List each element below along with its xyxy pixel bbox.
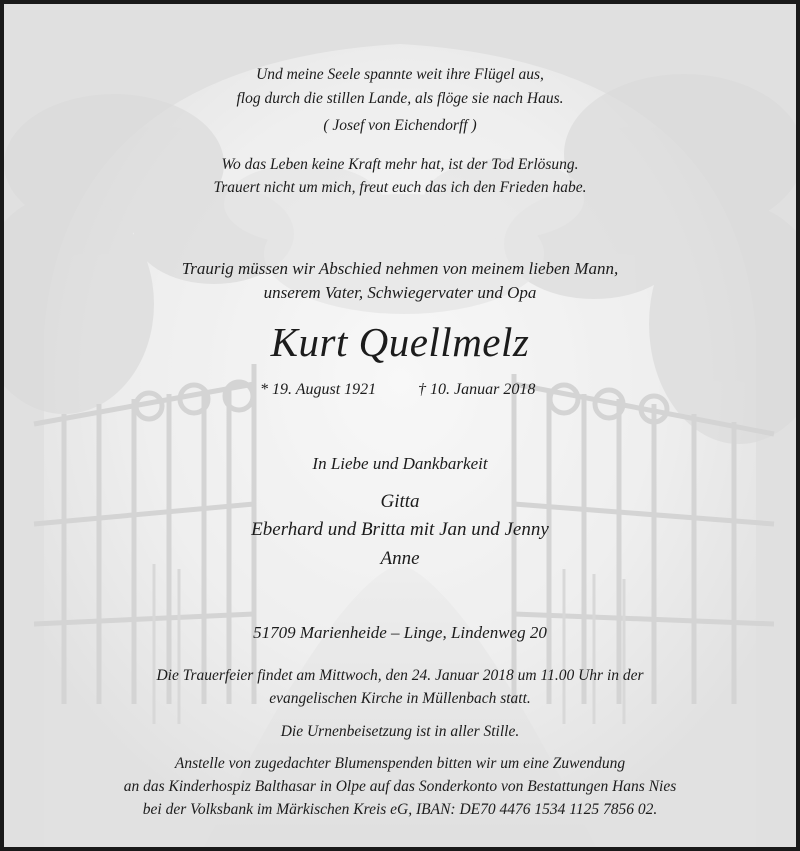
poem-author: ( Josef von Eichendorff ) [323, 117, 477, 134]
mourner-line-1: Gitta [380, 491, 420, 512]
verse-line-2: Trauert nicht um mich, freut euch das ich den Frieden habe. [213, 179, 587, 196]
deceased-name: Kurt Quellmelz [270, 319, 530, 365]
mourners-heading: In Liebe und Dankbarkeit [312, 454, 488, 473]
poem-line-2: flog durch die stillen Lande, als flöge sie nach Haus. [236, 90, 564, 107]
mourner-line-2: Eberhard und Britta mit Jan und Jenny [251, 519, 549, 540]
donation-line-2: an das Kinderhospiz Balthasar in Olpe auf das Sonderkonto von Bestattungen Hans Nies [123, 778, 677, 795]
intro-line-1: Traurig müssen wir Abschied nehmen von meinem lieben Mann, [181, 259, 619, 278]
family-address: 51709 Marienheide – Linge, Lindenweg 20 [253, 623, 547, 642]
urn-burial-note: Die Urnenbeisetzung ist in aller Stille. [280, 723, 520, 740]
death-date: † 10. Januar 2018 [418, 381, 536, 398]
poem-line-1: Und meine Seele spannte weit ihre Flügel aus, [256, 66, 544, 83]
donation-line-3: bei der Volksbank im Märkischen Kreis eG, IBAN: DE70 4476 1534 1125 7856 02. [142, 801, 658, 818]
intro-line-2: unserem Vater, Schwiegervater und Opa [263, 283, 537, 302]
ceremony-line-2: evangelischen Kirche in Müllenbach statt. [269, 690, 531, 707]
mourner-line-3: Anne [380, 548, 420, 569]
verse-line-1: Wo das Leben keine Kraft mehr hat, ist der Tod Erlösung. [221, 156, 579, 173]
notice-text [4, 4, 796, 847]
birth-date: * 19. August 1921 [260, 381, 377, 398]
ceremony-line-1: Die Trauerfeier findet am Mittwoch, den 24. Januar 2018 um 11.00 Uhr in der [156, 667, 644, 684]
donation-line-1: Anstelle von zugedachter Blumenspenden bitten wir um eine Zuwendung [174, 755, 626, 772]
